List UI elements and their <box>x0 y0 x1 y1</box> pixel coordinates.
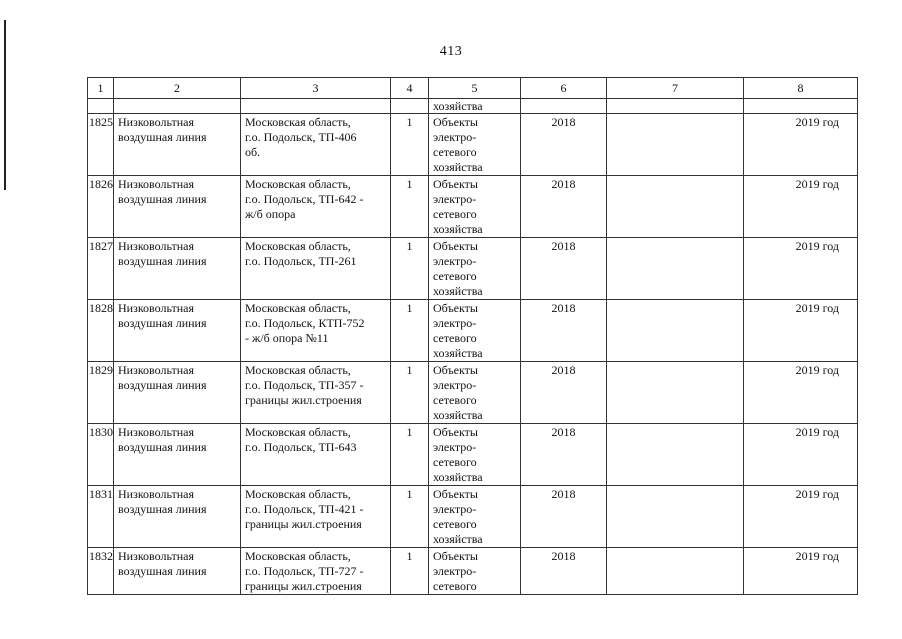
continuation-row <box>88 99 858 114</box>
object-year: 2018 <box>521 486 607 548</box>
cell-line: Низковольтная <box>118 301 194 315</box>
table-row <box>88 548 858 595</box>
row-number: 1829 <box>88 362 114 424</box>
object-name <box>114 362 241 424</box>
object-quantity: 1 <box>391 176 429 238</box>
cell-line: Объекты <box>433 301 478 315</box>
continuation-cell <box>391 99 429 114</box>
cell-line: Объекты <box>433 487 478 501</box>
cell-line: - ж/б опора №11 <box>245 331 329 345</box>
cell-line: Низковольтная <box>118 549 194 563</box>
continuation-cell <box>521 99 607 114</box>
table-row <box>88 362 858 424</box>
object-name <box>114 486 241 548</box>
object-name <box>114 300 241 362</box>
cell-line: Московская область, <box>245 363 351 377</box>
header-cell-5: 5 <box>429 78 521 99</box>
cell-line: г.о. Подольск, КТП-752 <box>245 316 365 330</box>
cell-line: хозяйства <box>433 346 483 360</box>
cell-line: воздушная линия <box>118 378 207 392</box>
cell-line: ж/б опора <box>245 207 296 221</box>
table-body <box>88 78 858 595</box>
cell-line: хозяйства <box>433 222 483 236</box>
continuation-cell <box>744 99 858 114</box>
cell-line: Московская область, <box>245 487 351 501</box>
cell-line: электро- <box>433 316 477 330</box>
object-name <box>114 238 241 300</box>
cell-line: электро- <box>433 564 477 578</box>
cell-line: Низковольтная <box>118 115 194 129</box>
cell-line: Объекты <box>433 425 478 439</box>
object-category <box>429 176 521 238</box>
object-quantity: 1 <box>391 548 429 595</box>
cell-line: хозяйства <box>433 470 483 484</box>
page-number: 413 <box>439 44 463 59</box>
cell-line: г.о. Подольск, ТП-357 - <box>245 378 364 392</box>
object-term: 2019 год <box>744 548 858 595</box>
object-address <box>241 300 391 362</box>
header-cell-1: 1 <box>88 78 114 99</box>
object-term: 2019 год <box>744 486 858 548</box>
object-col7 <box>607 238 744 300</box>
cell-line: г.о. Подольск, ТП-727 - <box>245 564 364 578</box>
cell-line: Низковольтная <box>118 239 194 253</box>
object-quantity: 1 <box>391 114 429 176</box>
cell-line: Объекты <box>433 549 478 563</box>
cell-line: сетевого <box>433 517 477 531</box>
table-row <box>88 176 858 238</box>
object-name <box>114 176 241 238</box>
object-term: 2019 год <box>744 300 858 362</box>
cell-line: г.о. Подольск, ТП-643 <box>245 440 357 454</box>
object-category <box>429 486 521 548</box>
header-cell-8: 8 <box>744 78 858 99</box>
cell-line: сетевого <box>433 145 477 159</box>
object-year: 2018 <box>521 176 607 238</box>
header-cell-3: 3 <box>241 78 391 99</box>
cell-line: Московская область, <box>245 115 351 129</box>
cell-line: Московская область, <box>245 549 351 563</box>
row-number: 1830 <box>88 424 114 486</box>
cell-line: воздушная линия <box>118 440 207 454</box>
header-cell-7: 7 <box>607 78 744 99</box>
cell-line: Московская область, <box>245 301 351 315</box>
object-year: 2018 <box>521 300 607 362</box>
cell-line: Низковольтная <box>118 425 194 439</box>
cell-line: г.о. Подольск, ТП-406 <box>245 130 357 144</box>
cell-line: воздушная линия <box>118 130 207 144</box>
cell-line: электро- <box>433 130 477 144</box>
cell-line: сетевого <box>433 269 477 283</box>
object-address <box>241 362 391 424</box>
object-term: 2019 год <box>744 176 858 238</box>
continuation-cell <box>241 99 391 114</box>
table-row <box>88 300 858 362</box>
object-category <box>429 548 521 595</box>
table-row <box>88 114 858 176</box>
cell-line: сетевого <box>433 393 477 407</box>
object-address <box>241 548 391 595</box>
cell-line: Объекты <box>433 239 478 253</box>
object-term: 2019 год <box>744 238 858 300</box>
cell-line: сетевого <box>433 331 477 345</box>
continuation-cell <box>114 99 241 114</box>
cell-line: г.о. Подольск, ТП-261 <box>245 254 357 268</box>
cell-line: Московская область, <box>245 425 351 439</box>
header-cell-6: 6 <box>521 78 607 99</box>
cell-line: сетевого <box>433 455 477 469</box>
cell-line: электро- <box>433 440 477 454</box>
row-number: 1825 <box>88 114 114 176</box>
row-number: 1832 <box>88 548 114 595</box>
object-name <box>114 114 241 176</box>
cell-line: воздушная линия <box>118 254 207 268</box>
object-quantity: 1 <box>391 300 429 362</box>
cell-line: Московская область, <box>245 239 351 253</box>
cell-line: Низковольтная <box>118 363 194 377</box>
cell-line: хозяйства <box>433 284 483 298</box>
row-number: 1828 <box>88 300 114 362</box>
cell-line: Объекты <box>433 363 478 377</box>
cell-line: границы жил.строения <box>245 579 362 593</box>
cell-line: границы жил.строения <box>245 517 362 531</box>
object-col7 <box>607 176 744 238</box>
cell-line: хозяйства <box>433 408 483 422</box>
object-col7 <box>607 548 744 595</box>
cell-line: Объекты <box>433 115 478 129</box>
cell-line: Объекты <box>433 177 478 191</box>
object-category <box>429 238 521 300</box>
cell-line: электро- <box>433 502 477 516</box>
object-term: 2019 год <box>744 362 858 424</box>
cell-line: Низковольтная <box>118 177 194 191</box>
object-col7 <box>607 362 744 424</box>
header-cell-2: 2 <box>114 78 241 99</box>
object-col7 <box>607 424 744 486</box>
cell-line: об. <box>245 145 261 159</box>
object-quantity: 1 <box>391 424 429 486</box>
row-number: 1827 <box>88 238 114 300</box>
cell-line: воздушная линия <box>118 316 207 330</box>
cell-line: электро- <box>433 254 477 268</box>
continuation-category: хозяйства <box>429 99 521 114</box>
object-year: 2018 <box>521 238 607 300</box>
object-name <box>114 548 241 595</box>
object-category <box>429 362 521 424</box>
object-quantity: 1 <box>391 362 429 424</box>
object-year: 2018 <box>521 362 607 424</box>
object-year: 2018 <box>521 114 607 176</box>
cell-line: Низковольтная <box>118 487 194 501</box>
object-col7 <box>607 486 744 548</box>
cell-line: границы жил.строения <box>245 393 362 407</box>
object-col7 <box>607 300 744 362</box>
object-quantity: 1 <box>391 238 429 300</box>
cell-line: Московская область, <box>245 177 351 191</box>
cell-line: воздушная линия <box>118 192 207 206</box>
object-address <box>241 238 391 300</box>
row-number: 1831 <box>88 486 114 548</box>
object-term: 2019 год <box>744 424 858 486</box>
object-term: 2019 год <box>744 114 858 176</box>
table-row <box>88 486 858 548</box>
cell-line: воздушная линия <box>118 564 207 578</box>
cell-line: сетевого <box>433 579 477 593</box>
object-category <box>429 300 521 362</box>
row-number: 1826 <box>88 176 114 238</box>
object-address <box>241 114 391 176</box>
cell-line: электро- <box>433 378 477 392</box>
object-col7 <box>607 114 744 176</box>
cell-line: сетевого <box>433 207 477 221</box>
header-row <box>88 78 858 99</box>
object-address <box>241 486 391 548</box>
cell-line: г.о. Подольск, ТП-642 - <box>245 192 364 206</box>
continuation-cell <box>88 99 114 114</box>
table-row <box>88 238 858 300</box>
object-year: 2018 <box>521 424 607 486</box>
cell-line: г.о. Подольск, ТП-421 - <box>245 502 364 516</box>
continuation-cell <box>607 99 744 114</box>
object-address <box>241 424 391 486</box>
object-category <box>429 114 521 176</box>
object-year: 2018 <box>521 548 607 595</box>
header-cell-4: 4 <box>391 78 429 99</box>
cell-line: воздушная линия <box>118 502 207 516</box>
registry-table <box>87 77 858 595</box>
object-address <box>241 176 391 238</box>
cell-line: хозяйства <box>433 532 483 546</box>
cell-line: электро- <box>433 192 477 206</box>
object-name <box>114 424 241 486</box>
object-quantity: 1 <box>391 486 429 548</box>
object-category <box>429 424 521 486</box>
table-row <box>88 424 858 486</box>
cell-line: хозяйства <box>433 160 483 174</box>
